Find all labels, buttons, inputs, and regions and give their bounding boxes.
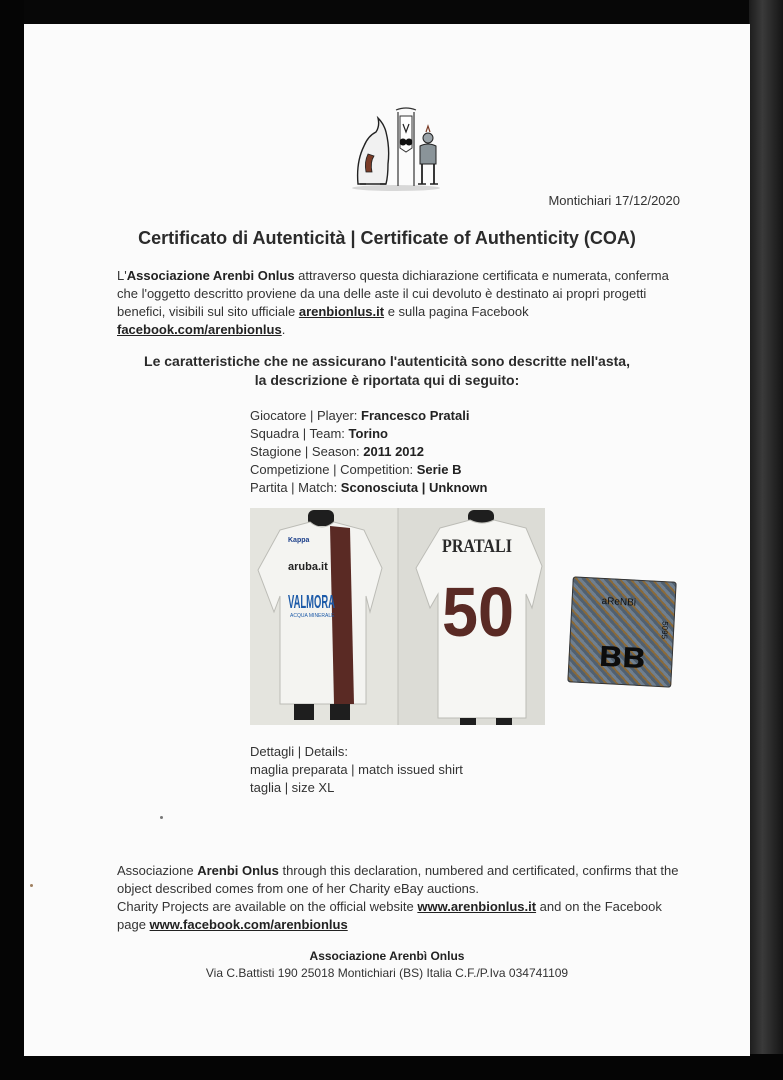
footer-text-1: Associazione xyxy=(117,863,198,878)
organization-block xyxy=(24,948,750,982)
intro-facebook-link[interactable]: facebook.com/arenbionlus xyxy=(117,322,282,337)
intro-paragraph-italian xyxy=(117,267,687,339)
scan-border-left xyxy=(0,0,24,1080)
footer-text-2: through this declaration, numbered and certificated, confirms that the object described comes from one of her Charity eBay auctions. xyxy=(117,863,679,896)
intro-website-link[interactable]: arenbionlus.it xyxy=(298,304,385,319)
scan-border-right xyxy=(749,0,783,1080)
intro-end: . xyxy=(281,322,286,337)
spec-label: Giocatore | Player: xyxy=(250,408,362,423)
footer-text-3: Charity Projects are available on the official website xyxy=(117,899,418,914)
intro-text-2: e sulla pagina Facebook xyxy=(384,304,529,319)
spec-label: Competizione | Competition: xyxy=(250,462,417,477)
characteristics-heading-line-1: Le caratteristiche che ne assicurano l'autenticità sono descritte nell'asta, xyxy=(144,353,630,369)
shirt-sponsor-main: VALMORA xyxy=(288,592,335,612)
hologram-serial: 5095 xyxy=(659,621,670,640)
characteristics-heading xyxy=(24,352,750,390)
shirt-photo xyxy=(250,508,545,725)
details-heading: Dettagli | Details: xyxy=(250,744,349,759)
authenticity-hologram-sticker xyxy=(567,576,676,687)
footer-website-link[interactable]: www.arenbionlus.it xyxy=(417,899,537,914)
hologram-text: aReNBi xyxy=(601,595,637,609)
details-shirt-type: maglia preparata | match issued shirt xyxy=(250,762,463,777)
spec-player xyxy=(250,407,487,425)
spec-team xyxy=(250,425,487,443)
shirt-sponsor-sub: ACQUA MINERALE xyxy=(290,613,335,619)
intro-text-1: attraverso questa dichiarazione certificata e numerata, conferma che l'oggetto descritto proviene da una delle aste il cui devoluto è destinato ai propri progetti benefici, visibili sul sito ufficiale xyxy=(117,268,669,319)
footer-text-4: and on the Facebook page xyxy=(117,899,662,932)
certificate-date: Montichiari 17/12/2020 xyxy=(548,193,680,208)
scan-speck xyxy=(160,816,163,819)
certificate-title: Certificato di Autenticità | Certificate of Authenticity (COA) xyxy=(138,228,636,248)
shirt-back-number: 50 xyxy=(442,573,514,651)
organization-name: Associazione Arenbì Onlus xyxy=(309,949,465,963)
spec-value: Sconosciuta | Unknown xyxy=(340,480,488,495)
arenbi-logo xyxy=(342,102,450,192)
item-specs xyxy=(250,407,487,497)
shirt-brand-text: Kappa xyxy=(288,537,310,544)
hologram-artwork xyxy=(567,576,676,687)
spec-value: Torino xyxy=(348,426,389,441)
spec-season xyxy=(250,443,487,461)
shirt-sponsor-top: aruba.it xyxy=(288,561,328,573)
spec-match xyxy=(250,479,487,497)
spec-label: Squadra | Team: xyxy=(250,426,349,441)
shirt-details xyxy=(250,743,463,797)
characteristics-heading-line-2: la descrizione è riportata qui di seguito: xyxy=(254,372,520,388)
footer-facebook-link[interactable]: www.facebook.com/arenbionlus xyxy=(149,917,348,932)
footer-line-declaration xyxy=(117,862,687,898)
footer-org-name: Arenbi Onlus xyxy=(197,863,279,878)
scan-border-top xyxy=(0,0,783,24)
spec-competition xyxy=(250,461,487,479)
details-size: taglia | size XL xyxy=(250,780,335,795)
certificate-page xyxy=(24,24,750,1056)
footer-paragraph-english xyxy=(117,862,687,934)
organization-address: Via C.Battisti 190 25018 Montichiari (BS) Italia C.F./P.Iva 034741109 xyxy=(205,966,569,980)
shirt-back-name: PRATALI xyxy=(442,536,512,557)
footer-line-projects xyxy=(117,898,687,934)
spec-value: 2011 2012 xyxy=(363,444,424,459)
spec-value: Francesco Pratali xyxy=(361,408,470,423)
spec-label: Partita | Match: xyxy=(250,480,341,495)
intro-lead: L' xyxy=(117,268,127,283)
scan-speck xyxy=(30,884,33,887)
spec-value: Serie B xyxy=(416,462,462,477)
hologram-monogram: ʙʙ xyxy=(597,632,647,678)
intro-org-name: Associazione Arenbi Onlus xyxy=(126,268,295,283)
spec-label: Stagione | Season: xyxy=(250,444,364,459)
shirt-photo-illustration xyxy=(250,508,545,725)
scan-border-bottom xyxy=(0,1054,783,1080)
